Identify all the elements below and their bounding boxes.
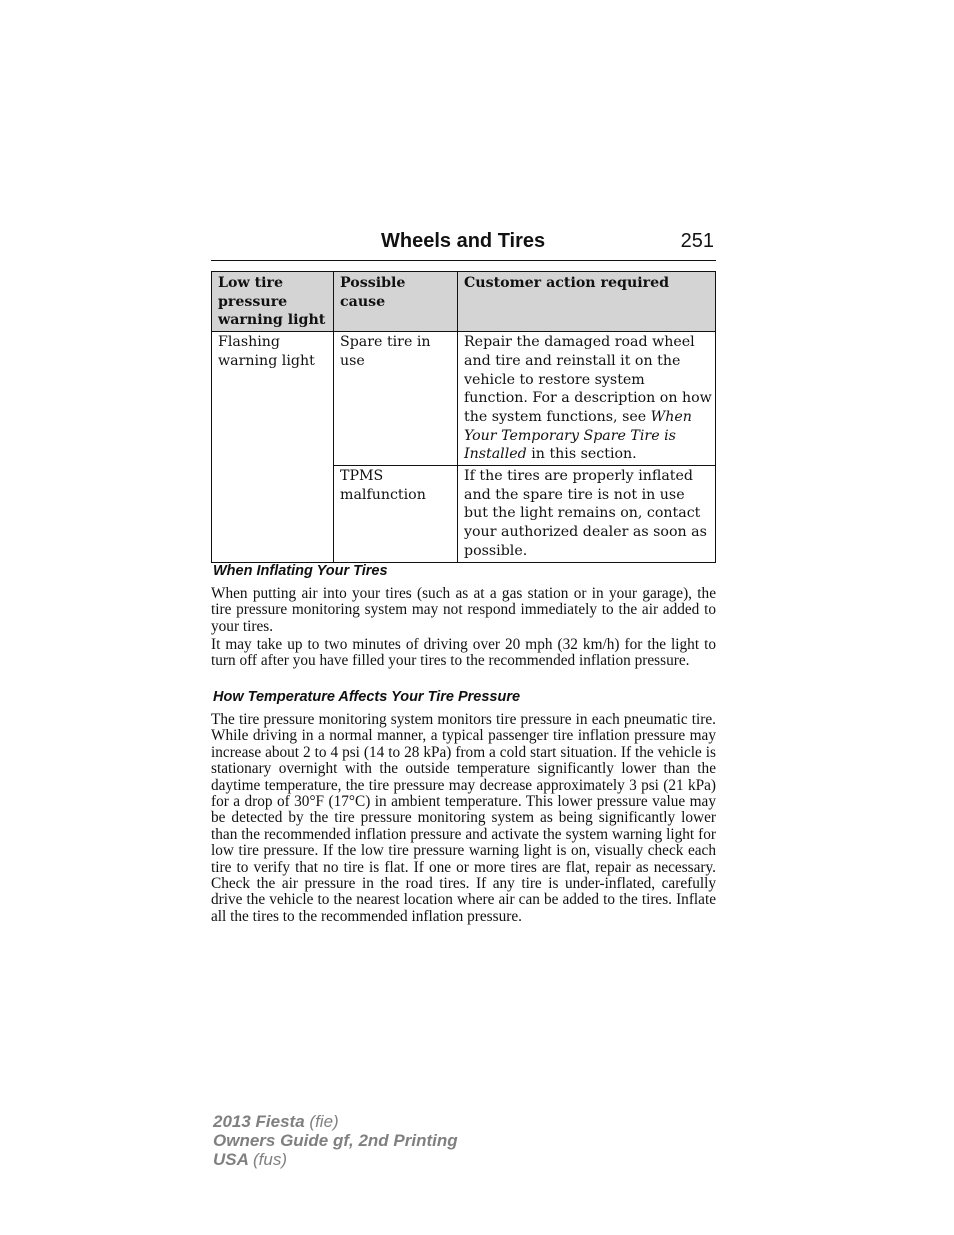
- action-text-end: in this section.: [531, 446, 637, 463]
- table-row: [212, 332, 716, 466]
- page-footer: [213, 1112, 458, 1169]
- cross-reference-link: When Your Temporary Spare Tire is Installed: [464, 408, 692, 463]
- column-header-light: Low tire pressure warning light: [212, 272, 334, 332]
- cell-cause: Spare tire in use: [334, 332, 458, 466]
- action-text: Repair the damaged road wheel and tire and reinstall it on the vehicle to restore system function. For a description on how the system functions, see: [464, 334, 712, 425]
- page-number: 251: [680, 230, 714, 252]
- page-title: Wheels and Tires: [381, 230, 546, 252]
- paragraph: It may take up to two minutes of driving over 20 mph (32 km/h) for the light to turn off after you have filled your tires to the recommended inflation pressure.: [211, 636, 716, 670]
- column-header-cause: Possible cause: [334, 272, 458, 332]
- footer-line: USA (fus): [213, 1150, 287, 1169]
- cell-cause: TPMS malfunction: [334, 466, 458, 563]
- column-header-action: Customer action required: [458, 272, 716, 332]
- paragraph: The tire pressure monitoring system monitors tire pressure in each pneumatic tire. While driving in a normal manner, a typical passenger tire inflation pressure may increase about 2 to 4 psi (14 to 28 kPa) from a cold start situation. If the vehicle is stationary overnight with the outside temperature significantly lower than the daytime temperature, the tire pressure may decrease approximately 3 psi (21 kPa) for a drop of 30°F (17°C) in ambient temperature. This lower pressure value may be detected by the tire pressure monitoring system as being significantly lower than the recommended inflation pressure and activate the system warning light for low tire pressure. If the low tire pressure warning light is on, visually check each tire to verify that no tire is flat. If one or more tires are flat, repair as necessary. Check the air pressure in the road tires. If any tire is under-inflated, carefully drive the vehicle to the nearest location where air can be added to the tires. Inflate all the tires to the recommended inflation pressure.: [211, 711, 716, 925]
- page-header: [211, 228, 716, 261]
- section-heading-inflating: When Inflating Your Tires: [213, 563, 388, 579]
- table-header-row: [212, 272, 716, 332]
- cell-action: [458, 332, 716, 466]
- footer-line: 2013 Fiesta (fie): [213, 1112, 339, 1131]
- cell-action: If the tires are properly inflated and the spare tire is not in use but the light remains on, contact your authorized dealer as soon as possible.: [458, 466, 716, 563]
- section-heading-temperature: How Temperature Affects Your Tire Pressure: [213, 689, 521, 705]
- footer-line: Owners Guide gf, 2nd Printing: [213, 1131, 458, 1150]
- cell-light: Flashing warning light: [212, 332, 334, 562]
- warning-light-table: [211, 271, 716, 563]
- paragraph: When putting air into your tires (such as at a gas station or in your garage), the tire pressure monitoring system may not respond immediately to the air added to your tires.: [211, 585, 716, 635]
